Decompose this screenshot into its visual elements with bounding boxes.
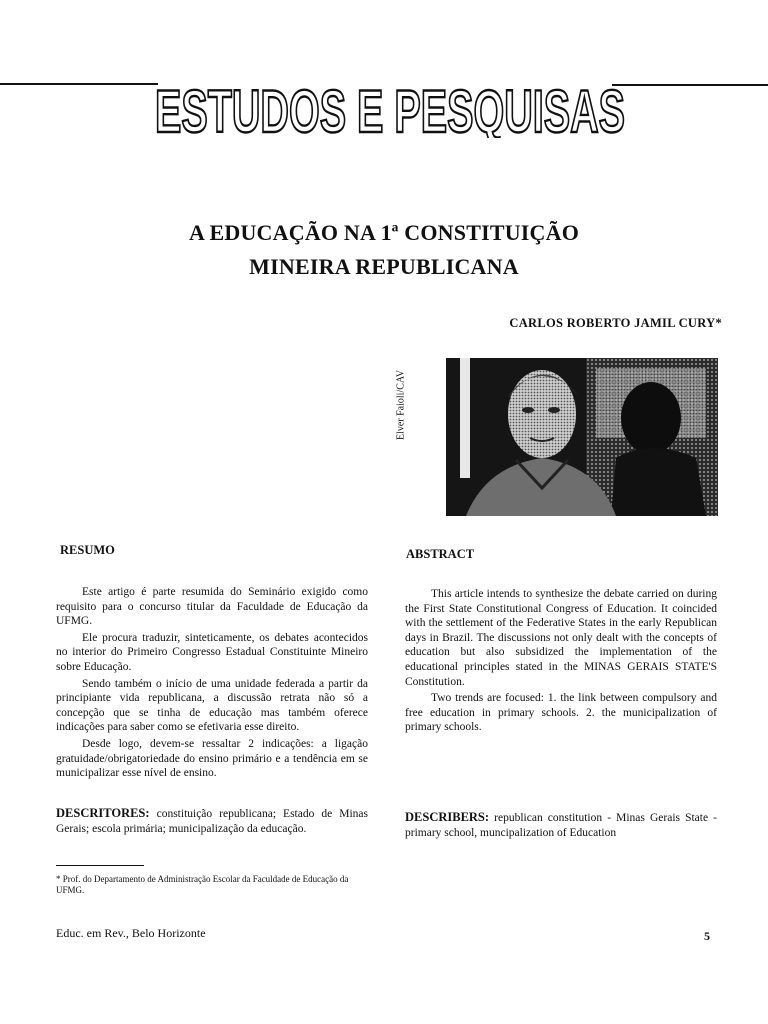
abstract-heading: ABSTRACT bbox=[406, 547, 475, 561]
photo-credit bbox=[392, 360, 410, 450]
describers-label: DESCRIBERS: bbox=[405, 810, 490, 824]
resumo-paragraph: Sendo também o início de uma unidade federada a partir da principiante vida republicana, a discussão retrata não só a concepção que se tinha de educação mas também oferece indicações para saber como se efetivaria esse direito. bbox=[56, 677, 368, 734]
section-title-text: ESTUDOS E PESQUISAS bbox=[155, 84, 625, 138]
descritores bbox=[56, 806, 368, 836]
describers bbox=[405, 810, 717, 840]
header-rule-right bbox=[612, 84, 768, 86]
resumo-paragraph: Desde logo, devem-se ressaltar 2 indicações: a ligação gratuidade/obrigatoriedade do ensino primário e a tendência em se municipalizar esse nível de ensino. bbox=[56, 737, 368, 780]
descritores-label: DESCRITORES: bbox=[56, 806, 150, 820]
abstract-body bbox=[405, 587, 717, 737]
resumo-paragraph: Este artigo é parte resumida do Seminário exigido como requisito para o concurso titular da Faculdade de Educação da UFMG. bbox=[56, 586, 368, 628]
journal-citation: Educ. em Rev., Belo Horizonte bbox=[56, 926, 206, 940]
article-title-line2: MINEIRA REPUBLICANA bbox=[249, 254, 519, 279]
descritores-text: constituição republicana; Estado de Minas Gerais; escola primária; municipalização da educação. bbox=[56, 808, 368, 835]
resumo-body bbox=[56, 585, 368, 783]
resumo-paragraph: Ele procura traduzir, sinteticamente, os debates acontecidos no interior do Primeiro Congresso Estadual Constituinte Mineiro sobre Educação. bbox=[56, 631, 368, 673]
abstract-paragraph: This article intends to synthesize the debate carried on during the First State Constitutional Congress of Education. It coincided with the settlement of the Federative States in the early Republican days in Brazil. The discussions not only dealt with the concepts of education but also subsidized the implementation of the educational principles stated in the MINAS GERAIS STATE'S Constitution. bbox=[405, 588, 717, 688]
header-rule-left bbox=[0, 83, 158, 85]
resumo-heading: RESUMO bbox=[60, 543, 115, 557]
author-photo bbox=[446, 358, 718, 516]
footnote: * Prof. do Departamento de Administração Escolar da Faculdade de Educação da UFMG. bbox=[56, 874, 349, 895]
describers-text: republican constitution - Minas Gerais State - primary school, muncipalization of Education bbox=[405, 812, 718, 839]
author-name: CARLOS ROBERTO JAMIL CURY* bbox=[509, 316, 722, 330]
page-number: 5 bbox=[704, 929, 710, 943]
photo-credit-text: Elver Faioli/CAV bbox=[395, 369, 407, 441]
footnote-rule bbox=[56, 865, 144, 866]
abstract-paragraph: Two trends are focused: 1. the link between compulsory and free education in primary schools. 2. the municipalization of primary schools. bbox=[405, 692, 717, 734]
section-title bbox=[150, 84, 630, 138]
article-title-line1: A EDUCAÇÃO NA 1ª CONSTITUIÇÃO bbox=[188, 220, 580, 245]
